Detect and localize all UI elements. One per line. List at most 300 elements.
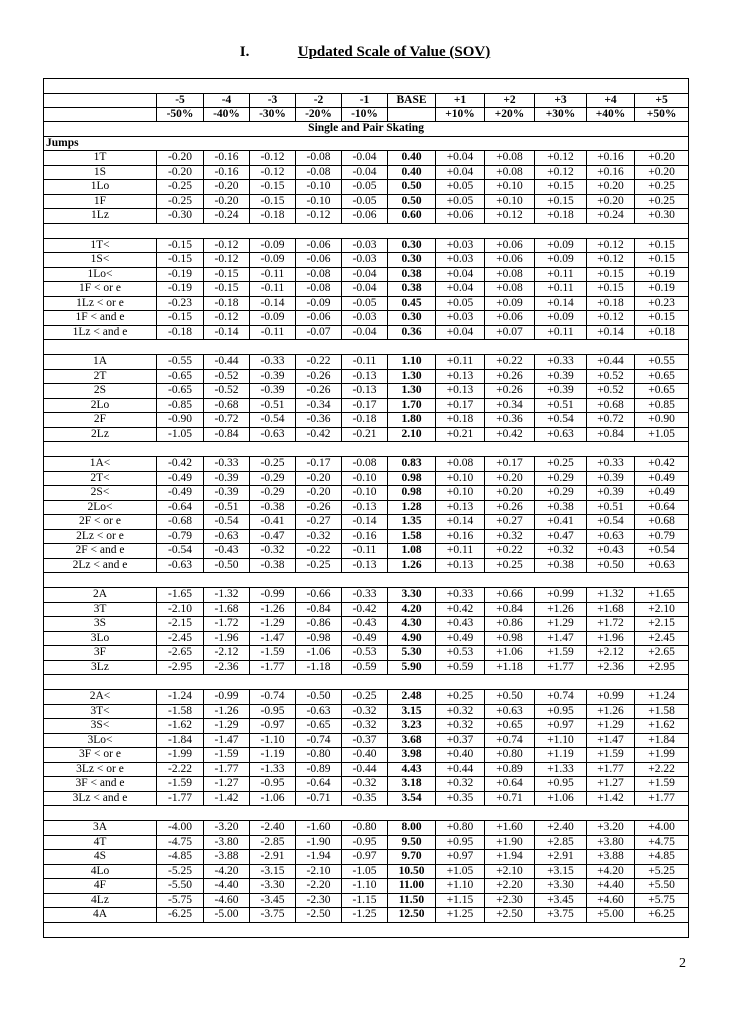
value-cell: -0.40	[342, 748, 388, 763]
group-spacer-row	[44, 442, 689, 457]
value-cell: -0.42	[296, 427, 342, 442]
table-row	[44, 617, 689, 632]
value-cell: +0.09	[535, 311, 587, 326]
value-cell: -0.66	[296, 588, 342, 603]
value-cell: -0.33	[342, 588, 388, 603]
value-cell: -0.68	[157, 515, 204, 530]
group-spacer-row	[44, 340, 689, 355]
value-cell: -0.63	[204, 529, 250, 544]
value-cell: -1.06	[296, 646, 342, 661]
sov-table-body	[44, 79, 689, 938]
value-cell: -0.12	[204, 311, 250, 326]
value-cell: -2.30	[296, 893, 342, 908]
base-value-cell: 9.50	[388, 835, 436, 850]
value-cell: +0.13	[436, 384, 485, 399]
table-row	[44, 267, 689, 282]
value-cell: +0.53	[436, 646, 485, 661]
base-value-cell: 0.38	[388, 282, 436, 297]
value-cell: +0.27	[485, 515, 535, 530]
value-cell: -0.95	[342, 835, 388, 850]
value-cell: -0.16	[204, 151, 250, 166]
value-cell: +0.08	[485, 267, 535, 282]
base-value-cell: 1.08	[388, 544, 436, 559]
value-cell: +0.09	[535, 253, 587, 268]
value-cell: -1.42	[204, 791, 250, 806]
value-cell: -0.04	[342, 282, 388, 297]
value-cell: +0.25	[436, 690, 485, 705]
value-cell: -0.49	[157, 471, 204, 486]
value-cell: -0.38	[250, 558, 296, 573]
value-cell: +1.26	[535, 602, 587, 617]
value-cell: -0.44	[204, 355, 250, 370]
table-row	[44, 748, 689, 763]
value-cell: -1.29	[204, 719, 250, 734]
value-cell: -0.32	[342, 777, 388, 792]
value-cell: +1.60	[485, 821, 535, 836]
value-cell: +0.16	[587, 151, 635, 166]
value-cell: -0.20	[296, 486, 342, 501]
value-cell: -0.12	[296, 209, 342, 224]
page-title	[0, 44, 730, 61]
value-cell: +0.50	[587, 558, 635, 573]
value-cell: +0.05	[436, 180, 485, 195]
value-cell: -3.45	[250, 893, 296, 908]
value-cell: -1.99	[157, 748, 204, 763]
value-cell: -0.26	[296, 500, 342, 515]
value-cell: +0.11	[535, 267, 587, 282]
value-cell: +5.25	[635, 864, 689, 879]
value-cell: +0.20	[485, 471, 535, 486]
value-cell: +0.33	[587, 457, 635, 472]
value-cell: +0.22	[485, 544, 535, 559]
sov-table	[43, 78, 689, 938]
value-cell: -0.22	[296, 544, 342, 559]
value-cell: -0.84	[296, 602, 342, 617]
value-cell: -0.35	[342, 791, 388, 806]
value-cell: +0.55	[635, 355, 689, 370]
value-cell: -1.72	[204, 617, 250, 632]
header-percent-cell: +40%	[587, 108, 635, 122]
value-cell: -0.63	[157, 558, 204, 573]
value-cell: +0.10	[485, 194, 535, 209]
base-value-cell: 0.83	[388, 457, 436, 472]
value-cell: -1.06	[250, 791, 296, 806]
value-cell: +1.18	[485, 660, 535, 675]
value-cell: -0.32	[250, 544, 296, 559]
header-percent-cell	[44, 108, 157, 122]
value-cell: +0.98	[485, 631, 535, 646]
value-cell: -0.08	[296, 267, 342, 282]
element-code-cell: 2Lz	[44, 427, 157, 442]
element-code-cell: 1T<	[44, 238, 157, 253]
value-cell: -3.20	[204, 821, 250, 836]
value-cell: +1.29	[535, 617, 587, 632]
value-cell: -1.68	[204, 602, 250, 617]
value-cell: -0.37	[342, 733, 388, 748]
value-cell: +2.50	[485, 908, 535, 923]
value-cell: -0.10	[342, 471, 388, 486]
value-cell: -0.95	[250, 777, 296, 792]
base-value-cell: 3.68	[388, 733, 436, 748]
element-code-cell: 3T<	[44, 704, 157, 719]
table-end-spacer-row	[44, 922, 689, 937]
value-cell: -0.68	[204, 398, 250, 413]
base-value-cell: 0.38	[388, 267, 436, 282]
value-cell: +2.65	[635, 646, 689, 661]
value-cell: +0.34	[485, 398, 535, 413]
value-cell: +4.00	[635, 821, 689, 836]
value-cell: -0.44	[342, 762, 388, 777]
value-cell: -0.80	[296, 748, 342, 763]
value-cell: +2.20	[485, 879, 535, 894]
value-cell: -0.38	[250, 500, 296, 515]
value-cell: +0.35	[436, 791, 485, 806]
value-cell: +0.17	[436, 398, 485, 413]
value-cell: +0.04	[436, 151, 485, 166]
value-cell: +2.12	[587, 646, 635, 661]
table-row	[44, 151, 689, 166]
table-row	[44, 311, 689, 326]
value-cell: +4.60	[587, 893, 635, 908]
element-code-cell: 2Lo<	[44, 500, 157, 515]
jumps-row	[44, 136, 689, 151]
value-cell: +1.10	[436, 879, 485, 894]
table-row	[44, 660, 689, 675]
value-cell: -0.50	[204, 558, 250, 573]
value-cell: +0.65	[485, 719, 535, 734]
base-value-cell: 1.30	[388, 384, 436, 399]
table-row	[44, 355, 689, 370]
value-cell: -4.75	[157, 835, 204, 850]
group-spacer-row	[44, 573, 689, 588]
value-cell: -0.42	[157, 457, 204, 472]
element-code-cell: 1T	[44, 151, 157, 166]
table-row	[44, 864, 689, 879]
value-cell: +0.32	[535, 544, 587, 559]
value-cell: +0.11	[436, 355, 485, 370]
value-cell: +0.04	[436, 165, 485, 180]
base-value-cell: 0.40	[388, 165, 436, 180]
value-cell: -0.20	[296, 471, 342, 486]
value-cell: +0.36	[485, 413, 535, 428]
header-grade-cell: +4	[587, 94, 635, 108]
value-cell: +0.54	[635, 544, 689, 559]
value-cell: +0.03	[436, 253, 485, 268]
value-cell: -0.25	[342, 690, 388, 705]
element-code-cell: 2A<	[44, 690, 157, 705]
table-row	[44, 631, 689, 646]
value-cell: +3.15	[535, 864, 587, 879]
table-row	[44, 296, 689, 311]
value-cell: -0.32	[296, 529, 342, 544]
value-cell: +1.84	[635, 733, 689, 748]
title-text: Updated Scale of Value (SOV)	[297, 44, 491, 60]
value-cell: -0.04	[342, 165, 388, 180]
value-cell: -1.27	[204, 777, 250, 792]
value-cell: +3.75	[535, 908, 587, 923]
value-cell: +0.06	[436, 209, 485, 224]
value-cell: -0.25	[157, 180, 204, 195]
value-cell: +1.33	[535, 762, 587, 777]
value-cell: +0.15	[635, 253, 689, 268]
value-cell: +0.20	[587, 194, 635, 209]
value-cell: -1.26	[204, 704, 250, 719]
value-cell: -0.16	[204, 165, 250, 180]
base-value-cell: 0.50	[388, 180, 436, 195]
value-cell: -0.07	[296, 325, 342, 340]
value-cell: +0.40	[436, 748, 485, 763]
header-grade-cell: BASE	[388, 94, 436, 108]
header-grade-cell	[44, 94, 157, 108]
element-code-cell: 2F < or e	[44, 515, 157, 530]
value-cell: -1.94	[296, 850, 342, 865]
value-cell: +0.12	[587, 311, 635, 326]
value-cell: -0.74	[296, 733, 342, 748]
value-cell: +0.06	[485, 238, 535, 253]
value-cell: +0.21	[436, 427, 485, 442]
value-cell: +0.11	[535, 282, 587, 297]
value-cell: +0.11	[535, 325, 587, 340]
value-cell: -0.08	[296, 282, 342, 297]
table-row	[44, 529, 689, 544]
value-cell: -0.41	[250, 515, 296, 530]
value-cell: +0.18	[436, 413, 485, 428]
value-cell: -0.65	[296, 719, 342, 734]
value-cell: -0.90	[157, 413, 204, 428]
value-cell: -0.49	[342, 631, 388, 646]
base-value-cell: 0.30	[388, 238, 436, 253]
value-cell: +0.32	[436, 777, 485, 792]
value-cell: -1.26	[250, 602, 296, 617]
value-cell: -0.15	[157, 311, 204, 326]
value-cell: -1.05	[342, 864, 388, 879]
base-value-cell: 4.90	[388, 631, 436, 646]
value-cell: -0.97	[342, 850, 388, 865]
value-cell: -0.43	[342, 617, 388, 632]
value-cell: +6.25	[635, 908, 689, 923]
base-value-cell: 1.70	[388, 398, 436, 413]
value-cell: -0.32	[342, 719, 388, 734]
base-value-cell: 0.30	[388, 311, 436, 326]
value-cell: +0.24	[587, 209, 635, 224]
value-cell: -0.18	[250, 209, 296, 224]
value-cell: -0.06	[296, 238, 342, 253]
value-cell: -0.34	[296, 398, 342, 413]
value-cell: -0.79	[157, 529, 204, 544]
value-cell: -5.25	[157, 864, 204, 879]
table-row	[44, 369, 689, 384]
base-value-cell: 4.30	[388, 617, 436, 632]
base-value-cell: 11.50	[388, 893, 436, 908]
value-cell: +0.39	[587, 486, 635, 501]
value-cell: -0.03	[342, 253, 388, 268]
value-cell: +0.13	[436, 500, 485, 515]
element-code-cell: 3Lz < and e	[44, 791, 157, 806]
base-value-cell: 8.00	[388, 821, 436, 836]
value-cell: -0.25	[296, 558, 342, 573]
value-cell: -0.86	[296, 617, 342, 632]
base-value-cell: 1.26	[388, 558, 436, 573]
value-cell: +1.90	[485, 835, 535, 850]
value-cell: -0.17	[342, 398, 388, 413]
value-cell: -0.25	[250, 457, 296, 472]
value-cell: -0.39	[204, 486, 250, 501]
element-code-cell: 4A	[44, 908, 157, 923]
value-cell: +0.25	[635, 194, 689, 209]
value-cell: +0.84	[587, 427, 635, 442]
value-cell: -4.40	[204, 879, 250, 894]
value-cell: +0.03	[436, 238, 485, 253]
value-cell: +0.06	[485, 311, 535, 326]
value-cell: +1.96	[587, 631, 635, 646]
value-cell: +0.16	[436, 529, 485, 544]
header-row-percent	[44, 108, 689, 122]
value-cell: +0.29	[535, 486, 587, 501]
value-cell: +1.10	[535, 733, 587, 748]
value-cell: -3.80	[204, 835, 250, 850]
base-value-cell: 11.00	[388, 879, 436, 894]
value-cell: +0.38	[535, 500, 587, 515]
base-value-cell: 3.23	[388, 719, 436, 734]
value-cell: +0.42	[485, 427, 535, 442]
value-cell: +2.91	[535, 850, 587, 865]
value-cell: +3.20	[587, 821, 635, 836]
table-row	[44, 762, 689, 777]
value-cell: +0.49	[635, 471, 689, 486]
value-cell: -0.08	[342, 457, 388, 472]
value-cell: +2.30	[485, 893, 535, 908]
value-cell: +0.44	[587, 355, 635, 370]
value-cell: +1.47	[587, 733, 635, 748]
group-spacer-row	[44, 223, 689, 238]
table-row	[44, 791, 689, 806]
value-cell: +0.25	[635, 180, 689, 195]
value-cell: +0.68	[635, 515, 689, 530]
value-cell: +0.09	[535, 238, 587, 253]
value-cell: +0.16	[587, 165, 635, 180]
element-code-cell: 1Lz	[44, 209, 157, 224]
value-cell: -0.04	[342, 151, 388, 166]
value-cell: -2.65	[157, 646, 204, 661]
value-cell: +1.72	[587, 617, 635, 632]
element-code-cell: 4Lz	[44, 893, 157, 908]
table-row	[44, 588, 689, 603]
value-cell: +0.05	[436, 296, 485, 311]
value-cell: -1.32	[204, 588, 250, 603]
value-cell: -0.32	[342, 704, 388, 719]
value-cell: +1.68	[587, 602, 635, 617]
table-row	[44, 908, 689, 923]
value-cell: -0.52	[204, 384, 250, 399]
base-value-cell: 0.30	[388, 253, 436, 268]
value-cell: +0.10	[485, 180, 535, 195]
value-cell: +0.13	[436, 369, 485, 384]
table-row	[44, 180, 689, 195]
value-cell: -0.11	[250, 267, 296, 282]
value-cell: -1.58	[157, 704, 204, 719]
element-code-cell: 1A	[44, 355, 157, 370]
value-cell: +0.10	[436, 471, 485, 486]
jumps-label: Jumps	[44, 136, 689, 151]
header-grade-cell: +2	[485, 94, 535, 108]
value-cell: -0.04	[342, 267, 388, 282]
element-code-cell: 1Lo<	[44, 267, 157, 282]
table-row	[44, 471, 689, 486]
value-cell: +0.08	[485, 165, 535, 180]
base-value-cell: 3.18	[388, 777, 436, 792]
value-cell: -1.60	[296, 821, 342, 836]
table-row	[44, 733, 689, 748]
value-cell: -0.39	[204, 471, 250, 486]
value-cell: +0.74	[535, 690, 587, 705]
value-cell: +3.80	[587, 835, 635, 850]
value-cell: -0.36	[296, 413, 342, 428]
value-cell: -4.60	[204, 893, 250, 908]
value-cell: +0.49	[635, 486, 689, 501]
value-cell: +0.20	[587, 180, 635, 195]
value-cell: -0.04	[342, 325, 388, 340]
table-row	[44, 253, 689, 268]
table-row	[44, 238, 689, 253]
table-row	[44, 777, 689, 792]
value-cell: +1.62	[635, 719, 689, 734]
value-cell: +1.77	[635, 791, 689, 806]
value-cell: +1.32	[587, 588, 635, 603]
value-cell: +0.79	[635, 529, 689, 544]
value-cell: -1.77	[250, 660, 296, 675]
value-cell: -0.47	[250, 529, 296, 544]
value-cell: +0.32	[485, 529, 535, 544]
value-cell: +0.22	[485, 355, 535, 370]
element-code-cell: 2Lz < and e	[44, 558, 157, 573]
value-cell: +0.54	[587, 515, 635, 530]
base-value-cell: 5.30	[388, 646, 436, 661]
value-cell: +0.90	[635, 413, 689, 428]
value-cell: +0.09	[485, 296, 535, 311]
value-cell: +0.03	[436, 311, 485, 326]
value-cell: -0.39	[250, 384, 296, 399]
value-cell: +0.06	[485, 253, 535, 268]
page-number: 2	[679, 956, 686, 971]
value-cell: +5.00	[587, 908, 635, 923]
value-cell: -2.85	[250, 835, 296, 850]
value-cell: -0.54	[157, 544, 204, 559]
value-cell: +0.86	[485, 617, 535, 632]
header-percent-cell: -20%	[296, 108, 342, 122]
table-row	[44, 879, 689, 894]
value-cell: +0.14	[535, 296, 587, 311]
value-cell: -0.63	[296, 704, 342, 719]
element-code-cell: 1F < and e	[44, 311, 157, 326]
value-cell: +0.15	[635, 311, 689, 326]
value-cell: +2.40	[535, 821, 587, 836]
value-cell: +0.14	[436, 515, 485, 530]
table-row	[44, 558, 689, 573]
value-cell: -4.85	[157, 850, 204, 865]
base-value-cell: 2.48	[388, 690, 436, 705]
value-cell: +0.80	[485, 748, 535, 763]
value-cell: +0.54	[535, 413, 587, 428]
header-percent-cell: +10%	[436, 108, 485, 122]
value-cell: -0.11	[250, 325, 296, 340]
element-code-cell: 2S<	[44, 486, 157, 501]
value-cell: -0.33	[250, 355, 296, 370]
value-cell: -2.95	[157, 660, 204, 675]
value-cell: +2.85	[535, 835, 587, 850]
value-cell: -0.74	[250, 690, 296, 705]
value-cell: -0.15	[250, 194, 296, 209]
element-code-cell: 1Lz < and e	[44, 325, 157, 340]
